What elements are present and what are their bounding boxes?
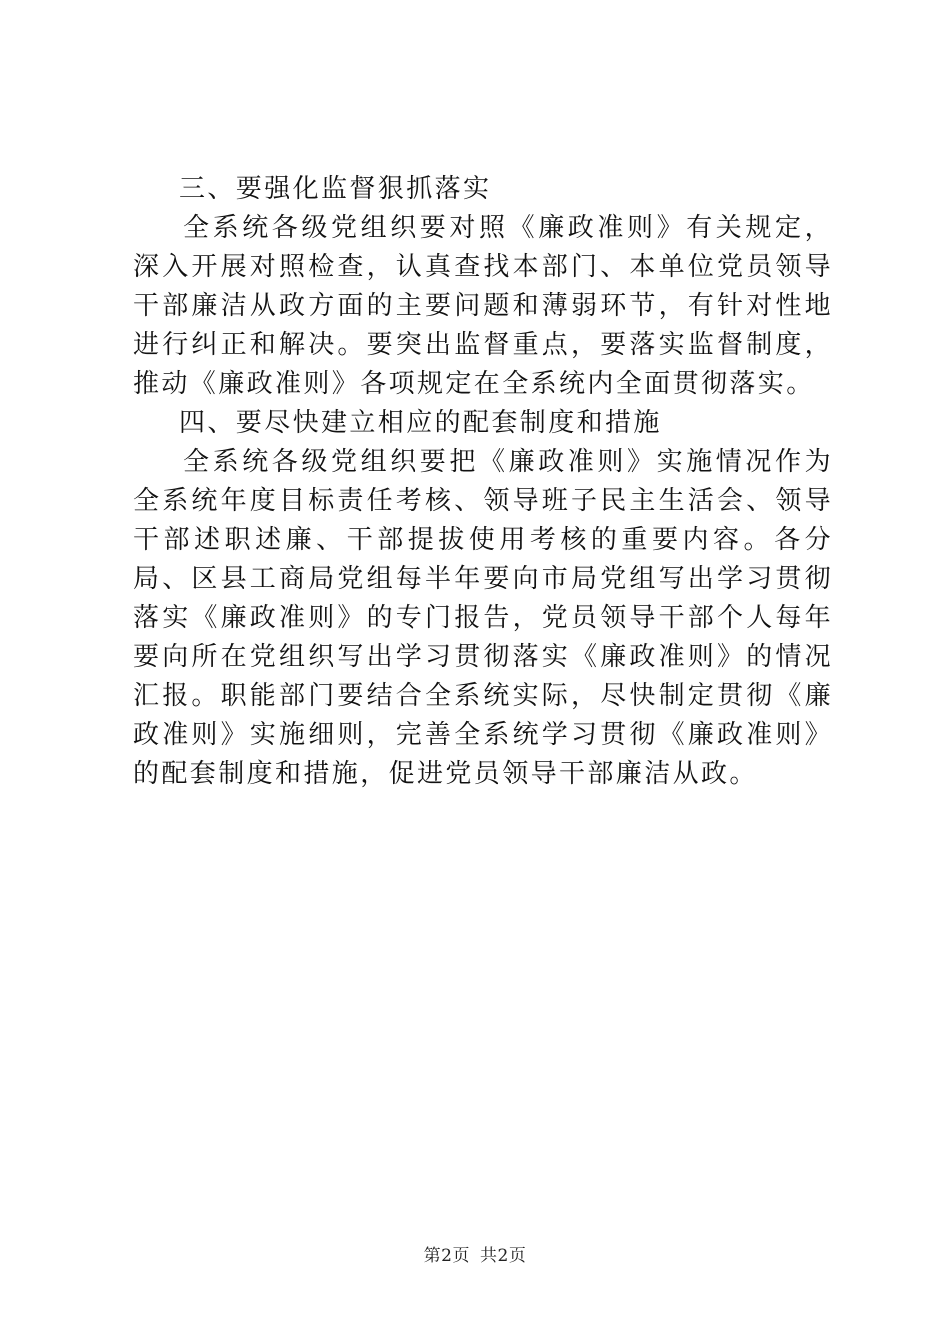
document-body xyxy=(133,170,833,794)
section-paragraph-3: 全系统各级党组织要对照《廉政准则》有关规定，深入开展对照检查，认真查找本部门、本单位党员领导干部廉洁从政方面的主要问题和薄弱环节，有针对性地进行纠正和解决。要突出监督重点，要落实监督制度，推动《廉政准则》各项规定在全系统内全面贯彻落实。 xyxy=(133,213,833,399)
section-paragraph-4: 全系统各级党组织要把《廉政准则》实施情况作为全系统年度目标责任考核、领导班子民主生活会、领导干部述职述廉、干部提拔使用考核的重要内容。各分局、区县工商局党组每半年要向市局党组写出学习贯彻落实《廉政准则》的专门报告，党员领导干部个人每年要向所在党组织写出学习贯彻落实《廉政准则》的情况汇报。职能部门要结合全系统实际，尽快制定贯彻《廉政准则》实施细则，完善全系统学习贯彻《廉政准则》的配套制度和措施，促进党员领导干部廉洁从政。 xyxy=(133,447,833,789)
section-heading-4: 四、要尽快建立相应的配套制度和措施 xyxy=(179,408,662,438)
page-footer xyxy=(0,1241,950,1266)
page-number: 第2页 xyxy=(423,1246,470,1266)
page-total: 共2页 xyxy=(480,1246,527,1266)
section-heading-3: 三、要强化监督狠抓落实 xyxy=(179,174,492,204)
